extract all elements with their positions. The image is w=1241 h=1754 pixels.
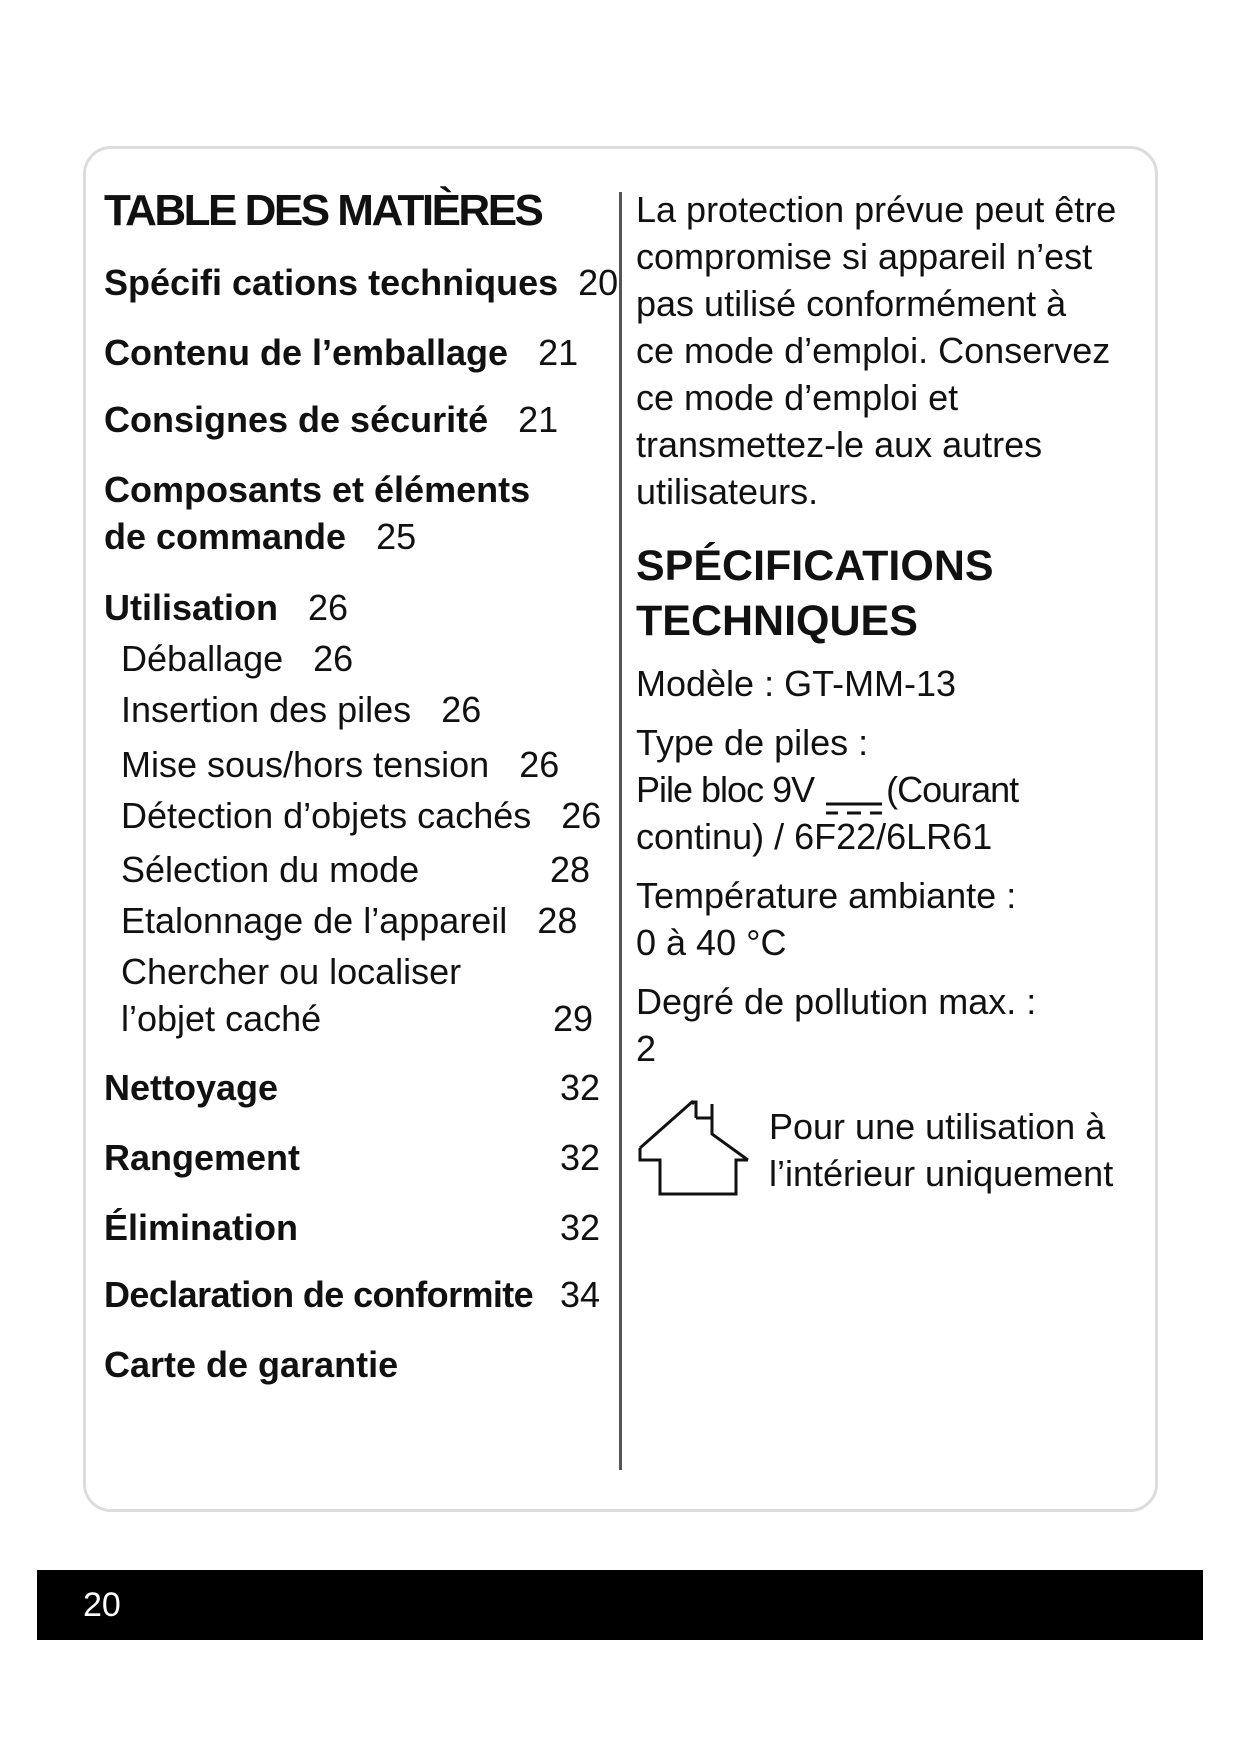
toc-entry-power[interactable] <box>121 741 559 788</box>
specs-heading-line2: TECHNIQUES <box>636 597 918 645</box>
toc-entry-page: 28 <box>537 900 578 941</box>
toc-entry-page: 20 <box>578 262 619 303</box>
spec-battery-value <box>636 766 1018 813</box>
spec-pollution-value: 2 <box>636 1028 657 1069</box>
toc-entry-label: Nettoyage <box>104 1067 279 1108</box>
toc-entry-battery-insertion[interactable] <box>121 686 481 733</box>
direct-current-icon <box>824 782 884 802</box>
toc-entry-page: 21 <box>538 332 579 373</box>
page-number: 20 <box>83 1586 121 1624</box>
toc-entry-label: Insertion des piles <box>121 689 412 730</box>
toc-entry-label: Spécifi cations techniques <box>104 262 559 303</box>
spec-pollution-label: Degré de pollution max. : <box>636 981 1037 1022</box>
toc-entry-label: Declaration de conformite <box>104 1274 534 1315</box>
spec-battery-current: (Courant <box>886 769 1019 810</box>
toc-entry-label: Mise sous/hors tension <box>121 744 490 785</box>
intro-line: La protection prévue peut être <box>636 189 1117 230</box>
toc-entry-page: 21 <box>518 399 559 440</box>
indoor-use-line2: l’intérieur uniquement <box>769 1153 1114 1194</box>
toc-entry-label: Etalonnage de l’appareil <box>121 900 508 941</box>
spec-battery-type: Pile bloc 9V <box>636 769 815 810</box>
toc-entry-calibration[interactable] <box>121 897 577 944</box>
toc-entry-page: 32 <box>560 1067 601 1108</box>
toc-entry-page: 32 <box>560 1207 601 1248</box>
toc-entry-page: 32 <box>560 1137 601 1178</box>
column-divider <box>619 192 622 1470</box>
toc-title: TABLE DES MATIÈRES <box>104 186 542 235</box>
spec-temp-label: Température ambiante : <box>636 875 1017 916</box>
intro-line: utilisateurs. <box>636 471 819 512</box>
toc-entry-label-line2: de commande <box>104 516 347 557</box>
indoor-use-line1: Pour une utilisation à <box>769 1106 1106 1147</box>
spec-model: Modèle : GT-MM-13 <box>636 663 957 704</box>
toc-entry-safety[interactable] <box>104 396 558 443</box>
intro-line: ce mode d’emploi. Conservez <box>636 330 1111 371</box>
toc-entry-label: Élimination <box>104 1207 299 1248</box>
intro-line: compromise si appareil n’est <box>636 236 1093 277</box>
intro-line: transmettez-le aux autres <box>636 424 1043 465</box>
toc-entry-label: Utilisation <box>104 587 279 628</box>
toc-entry-label: Détection d’objets cachés <box>121 795 532 836</box>
toc-entry-page: 28 <box>550 849 591 890</box>
toc-entry-conformity[interactable] <box>104 1271 533 1318</box>
spec-temp-value: 0 à 40 °C <box>636 922 787 963</box>
toc-entry-label: Consignes de sécurité <box>104 399 489 440</box>
toc-entry-mode[interactable] <box>121 846 419 893</box>
toc-entry-usage[interactable] <box>104 584 348 631</box>
toc-entry-unpacking[interactable] <box>121 635 353 682</box>
toc-entry-storage[interactable] <box>104 1134 300 1181</box>
toc-entry-label: Rangement <box>104 1137 301 1178</box>
spec-battery-label: Type de piles : <box>636 722 869 763</box>
toc-entry-page: 26 <box>313 638 354 679</box>
toc-entry-cleaning[interactable] <box>104 1064 278 1111</box>
spec-battery-model: continu) / 6F22/6LR61 <box>636 816 993 857</box>
toc-entry-page: 26 <box>441 689 482 730</box>
toc-entry-label: Carte de garantie <box>104 1344 399 1385</box>
toc-entry-label: Sélection du mode <box>121 849 420 890</box>
intro-line: pas utilisé conformément à <box>636 283 1067 324</box>
toc-entry-locate[interactable] <box>121 948 461 1042</box>
toc-entry-page: 26 <box>519 744 560 785</box>
specs-heading-line1: SPÉCIFICATIONS <box>636 542 994 590</box>
toc-entry-label: Déballage <box>121 638 284 679</box>
toc-entry-disposal[interactable] <box>104 1204 298 1251</box>
toc-entry-label-line1: Chercher ou localiser <box>121 951 462 992</box>
toc-entry-label: Contenu de l’emballage <box>104 332 509 373</box>
toc-entry-contents[interactable] <box>104 329 578 376</box>
house-icon <box>636 1098 754 1198</box>
toc-entry-detection[interactable] <box>121 792 601 839</box>
toc-entry-label-line1: Composants et éléments <box>104 469 531 510</box>
toc-entry-page: 34 <box>560 1274 601 1315</box>
toc-entry-components[interactable] <box>104 466 530 560</box>
toc-entry-warranty[interactable] <box>104 1341 398 1388</box>
intro-line: ce mode d’emploi et <box>636 377 959 418</box>
footer-bar <box>37 1570 1203 1640</box>
toc-entry-page: 25 <box>376 516 417 557</box>
toc-entry-page: 26 <box>561 795 602 836</box>
toc-entry-label-line2: l’objet caché <box>121 998 322 1039</box>
toc-entry-page: 26 <box>308 587 349 628</box>
toc-entry-specifications[interactable] <box>104 259 618 306</box>
toc-entry-page: 29 <box>553 998 594 1039</box>
